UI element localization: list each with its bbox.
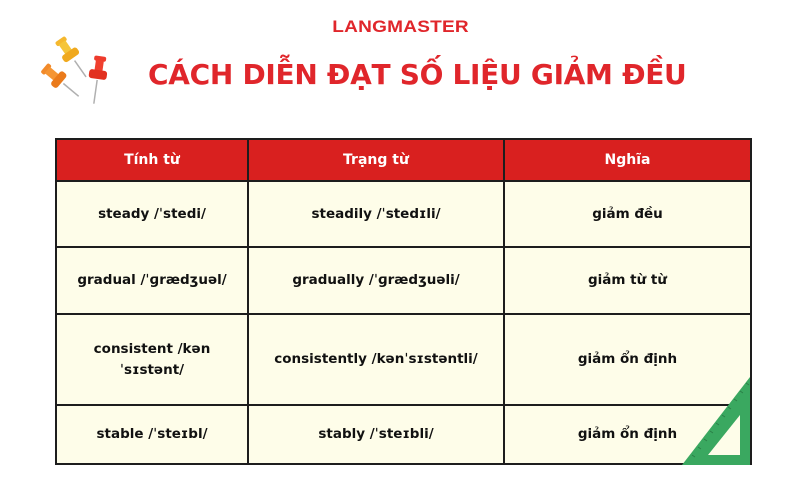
table-row <box>56 314 751 405</box>
meaning-cell: giảm từ từ <box>504 247 751 314</box>
adjective-cell: gradual /ˈɡrædʒuəl/ <box>56 247 248 314</box>
table-row <box>56 247 751 314</box>
column-header-adverb: Trạng từ <box>248 139 504 181</box>
meaning-cell: giảm ổn định <box>504 405 751 464</box>
adverb-cell: steadily /ˈstedɪli/ <box>248 181 504 247</box>
adjective-cell: consistent /kən ˈsɪstənt/ <box>56 314 248 405</box>
brand-logo: LANGMASTER <box>332 17 469 36</box>
table-row <box>56 181 751 247</box>
column-header-adjective: Tính từ <box>56 139 248 181</box>
meaning-cell: giảm đều <box>504 181 751 247</box>
table-row <box>56 405 751 464</box>
page-title: CÁCH DIỄN ĐẠT SỐ LIỆU GIẢM ĐỀU <box>148 58 687 91</box>
table-header-row <box>56 139 751 181</box>
column-header-meaning: Nghĩa <box>504 139 751 181</box>
adjective-cell: stable /ˈsteɪbl/ <box>56 405 248 464</box>
set-square-ruler-icon <box>680 375 752 467</box>
adverb-cell: gradually /ˈɡrædʒuəli/ <box>248 247 504 314</box>
adverb-cell: consistently /kənˈsɪstəntli/ <box>248 314 504 405</box>
push-pins-icon <box>40 34 115 109</box>
adjective-cell: steady /ˈstedi/ <box>56 181 248 247</box>
meaning-cell: giảm ổn định <box>504 314 751 405</box>
vocabulary-table <box>55 138 752 465</box>
adverb-cell: stably /ˈsteɪbli/ <box>248 405 504 464</box>
